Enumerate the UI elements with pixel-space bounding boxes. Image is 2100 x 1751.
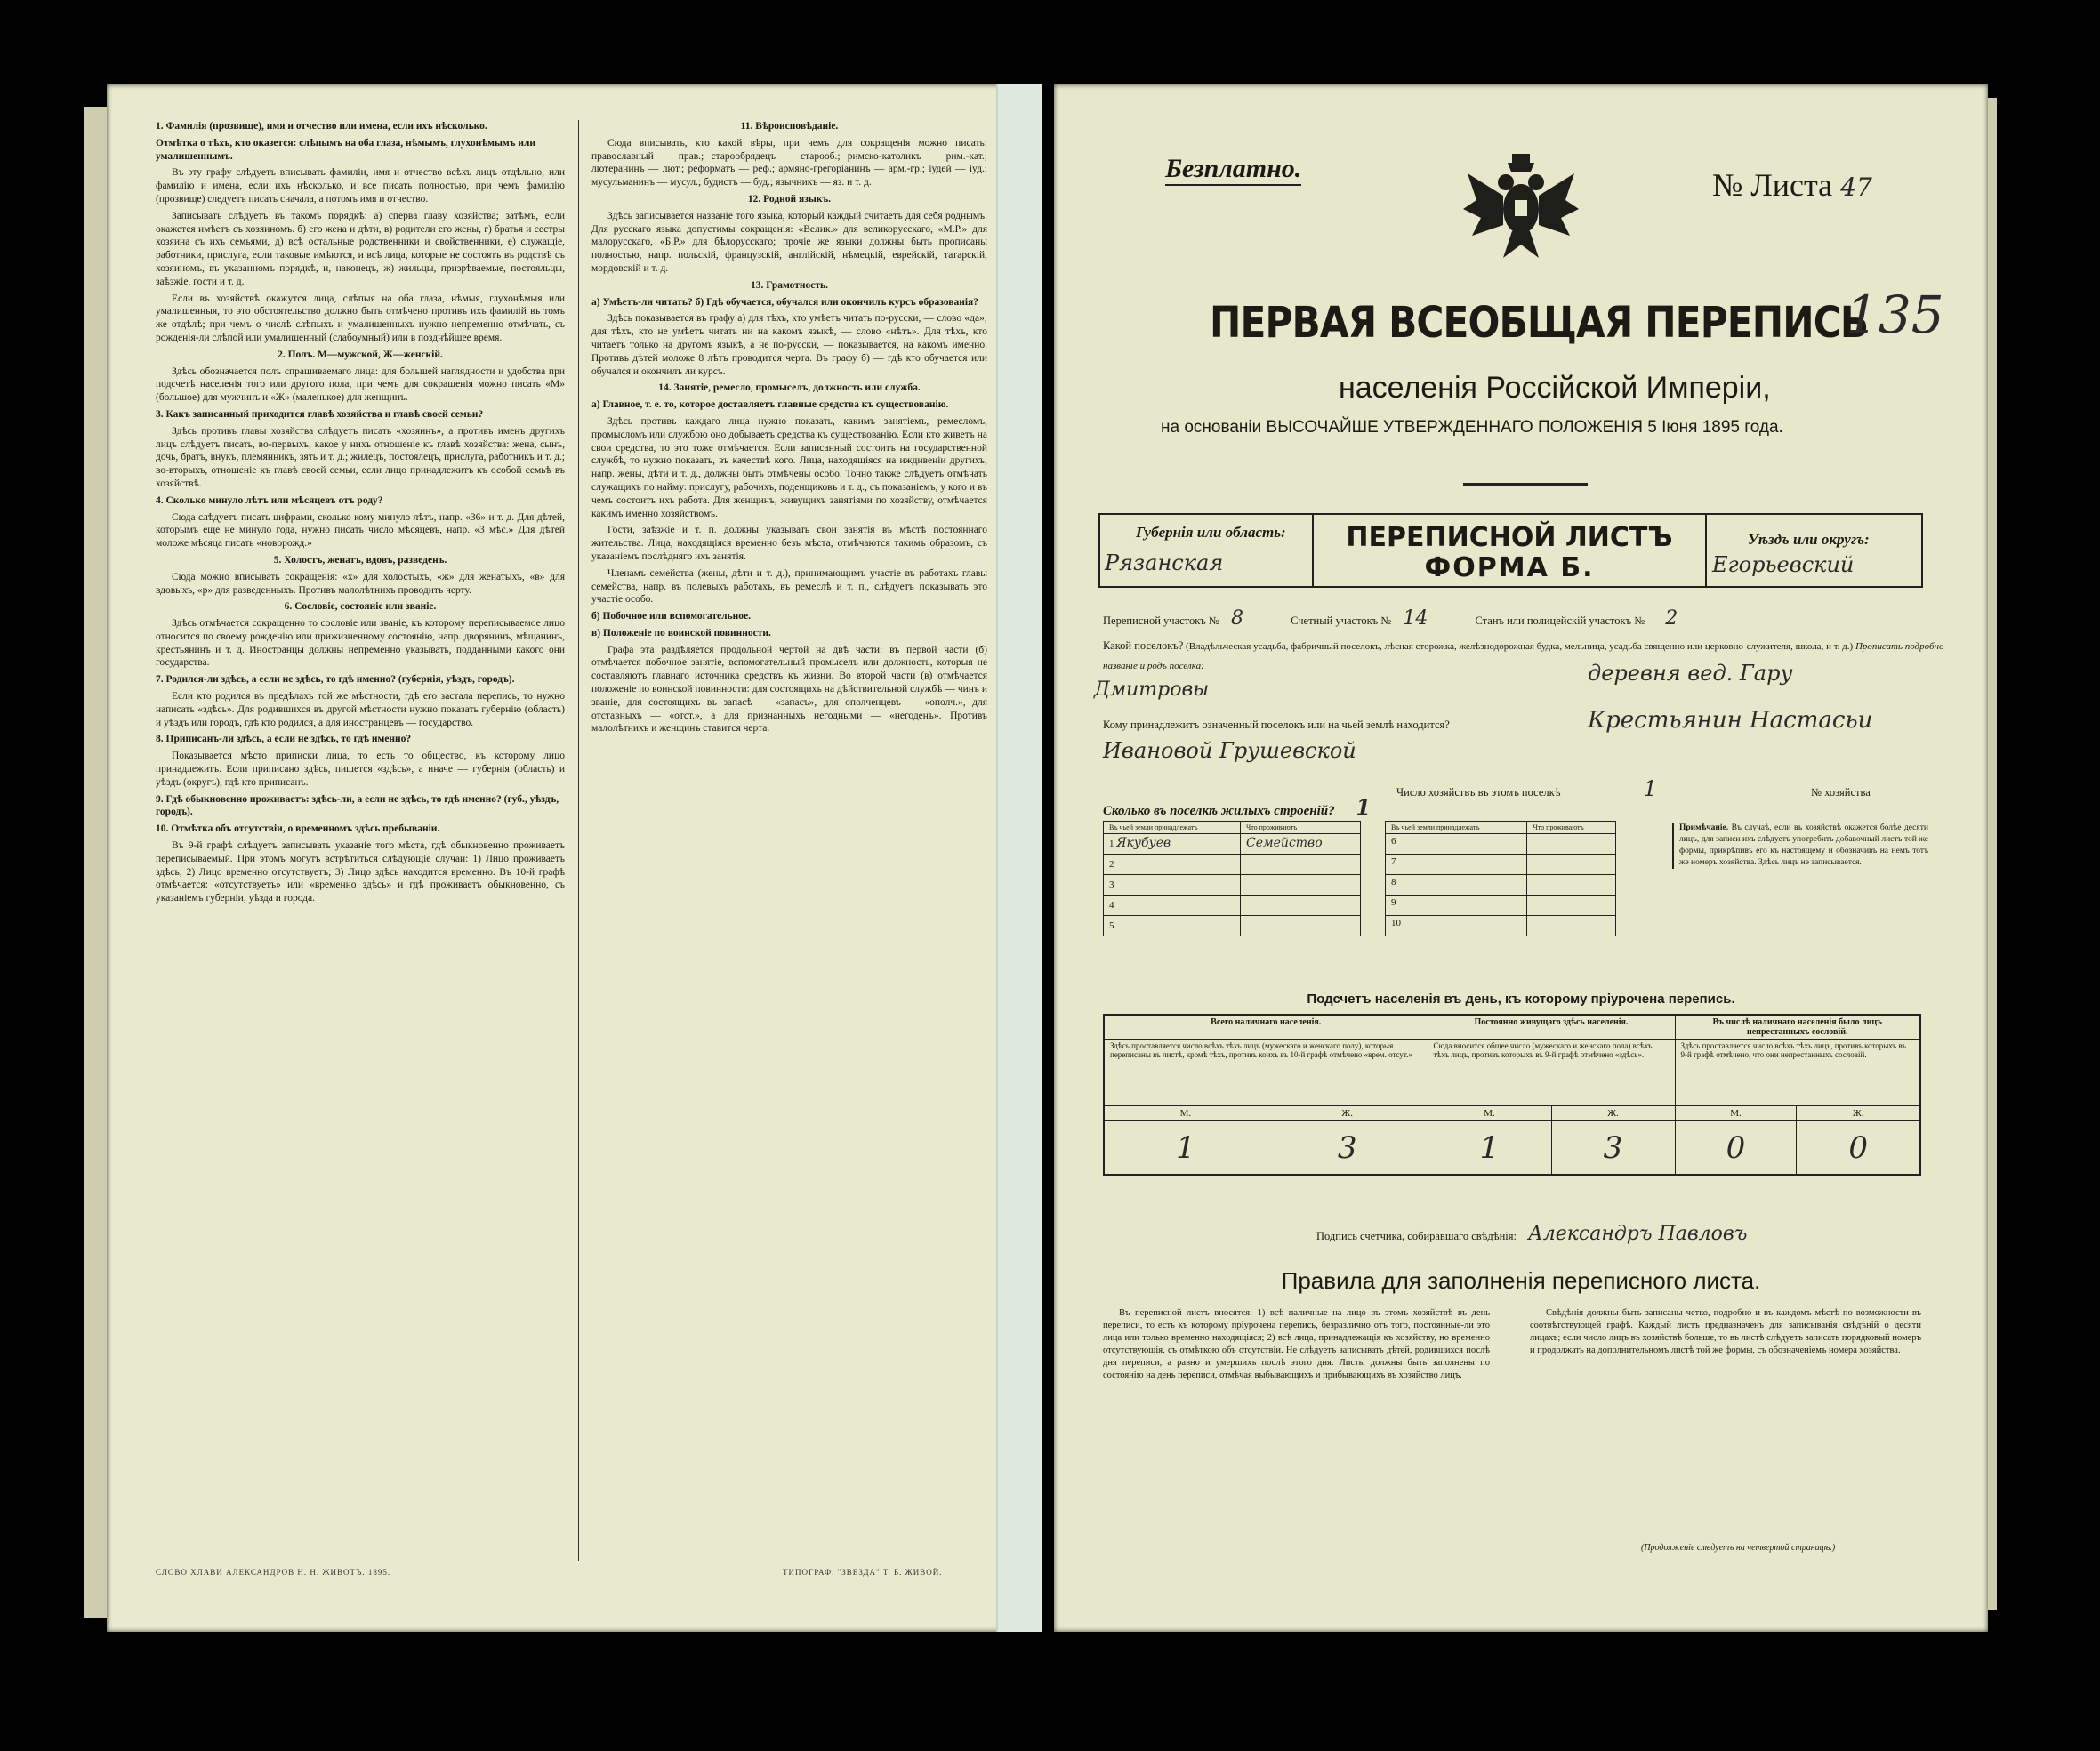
instruction-paragraph: 5. Холостъ, женатъ, вдовъ, разведенъ.	[273, 554, 447, 566]
residents-table-left: Въ чьей земли принадлежатъ Что проживаютъ 1 Якубуев Семейство 2 3 4 5	[1103, 821, 1361, 936]
count-value: 1	[1104, 1121, 1267, 1176]
instruction-paragraph: 10. Отмѣтка объ отсутствіи, о временномъ здѣсь пребываніи.	[156, 823, 440, 835]
instruction-paragraph: Членамъ семейства (жены, дѣти и т. д.), принимающимъ участіе въ работахъ главы семейства, напр. въ полевыхъ работахъ, въ ремеслѣ и т. п., слѣдуетъ показывать это участіе особо.	[591, 567, 987, 606]
instruction-paragraph: Графа эта раздѣляется продольной чертой на двѣ части: въ первой части (б) отмѣчается побочное занятіе, вспомогательный промыселъ или должность, которыя не составляютъ главнаго источника средствъ къ жизни. Во второй части (в) отмѣчается положеніе по воинской повинности: для состоящихъ на дѣйствительной службѣ — чинъ и званіе, для состоящихъ въ запасѣ — «запасъ», для ополченцевъ — «ополч.», для отставныхъ — «отст.», а для признанныхъ негодными — «негоденъ». Противъ малолѣтнихъ и женщинъ ставится черта.	[591, 644, 987, 735]
table-row	[1386, 855, 1616, 875]
table-row	[1104, 875, 1361, 896]
buildings-value: 1	[1356, 794, 1372, 820]
instruction-paragraph: Здѣсь обозначается полъ спрашиваемаго лица: для большей наглядности и удобства при подсчетѣ населенія того или другого пола, при чемъ для сокращенія можно писать «М» (большое) для мужчинъ и «Ж» (маленькое) для женщинъ.	[156, 365, 565, 404]
county-value: Егорьевский	[1712, 552, 1855, 577]
instructions-column-2	[591, 120, 987, 1578]
signature-value: Александръ Павловъ	[1528, 1223, 1748, 1245]
count-description: Сюда вносится общее число (мужескаго и женскаго пола) всѣхъ тѣхъ лицъ, противъ которыхъ въ 9-й графѣ отмѣчено «здѣсь».	[1428, 1040, 1675, 1106]
population-count-table	[1103, 1014, 1921, 1176]
count-value: 3	[1267, 1121, 1428, 1176]
count-title: Подсчетъ населенія въ день, къ которому пріурочена перепись.	[1307, 992, 1735, 1007]
row-number: 6	[1386, 834, 1527, 855]
left-page	[107, 84, 1018, 1632]
free-label: Безплатно.	[1165, 154, 1301, 186]
instruction-paragraph: 3. Какъ записанный приходится главѣ хозяйства и главѣ своей семьи?	[156, 408, 484, 420]
count-header: Постоянно живущаго здѣсь населенія.	[1428, 1015, 1675, 1040]
note-box: Примѣчаніе. Въ случаѣ, если въ хозяйствѣ окажется болѣе десяти лицъ, для записи ихъ слѣдуетъ употребить добавочный листъ той же формы, прикрѣпивъ его къ настоящему и обозначивъ на немъ тотъ же номеръ хозяйства. Здѣсь лицъ не записывается.	[1672, 823, 1928, 869]
count-sex-header: Ж.	[1797, 1106, 1920, 1121]
instructions-column-1	[156, 120, 565, 1578]
instruction-paragraph: Здѣсь показывается въ графу а) для тѣхъ, кто умѣетъ читать по-русски, — слово «да»; для тѣхъ, кто не умѣетъ читать ни на какомъ языкѣ, — слово «нѣтъ». Для тѣхъ, кто читаетъ только на другомъ языкѣ, а не по-русски, — показывается, на какомъ именно. Противъ дѣтей моложе 8 лѣтъ проводится черта. Въ графу б) — гдѣ кто обучается или обучался и окончилъ ли курсъ.	[591, 313, 987, 377]
instruction-paragraph: 6. Сословіе, состояніе или званіе.	[284, 601, 437, 613]
count-description: Здѣсь проставляется число всѣхъ тѣхъ лицъ, противъ которыхъ въ 9-й графѣ отмѣчено, что они непрестанныхъ сословій.	[1675, 1040, 1920, 1106]
row-name: 3	[1104, 875, 1241, 896]
county-box	[1703, 513, 1923, 588]
census-subtitle: населенія Россійской Имперіи,	[1339, 371, 1771, 405]
instruction-paragraph: Если кто родился въ предѣлахъ той же мѣстности, гдѣ его застала перепись, то нужно написать «здѣсь». Для родившихся въ другой мѣстности нужно показать губернію (область) и уѣздъ или городъ, гдѣ кто родился, а для иностранцевъ — государство.	[156, 691, 565, 728]
owner-value-1: Крестьянин Настасьи	[1588, 707, 1873, 734]
row-number: 8	[1386, 875, 1527, 896]
row-kind	[1241, 916, 1361, 936]
printer-imprint-left: СЛОВО ХЛАВИ АЛЕКСАНДРОВ Н. Н. ЖИВОТЪ. 1895.	[156, 1568, 391, 1577]
instruction-paragraph: 4. Сколько минуло лѣтъ или мѣсяцевъ отъ роду?	[156, 494, 383, 506]
instruction-paragraph: 11. Вѣроисповѣданіе.	[740, 121, 839, 132]
count-description: Здѣсь проставляется число всѣхъ тѣхъ лицъ (мужескаго и женскаго полу), которыя переписаны въ листѣ, кромѣ тѣхъ, противъ коихъ въ 10-й графѣ отмѣчено «врем. отсут.»	[1104, 1040, 1428, 1106]
instruction-paragraph: Отмѣтка о тѣхъ, кто оказется: слѣпымъ на оба глаза, нѣмымъ, глухонѣмымъ или умалишеннымъ.	[156, 137, 536, 162]
province-value: Рязанская	[1105, 550, 1224, 575]
table-row	[1104, 855, 1361, 875]
county-label: Уѣздъ или округъ:	[1748, 531, 1870, 548]
table-row	[1104, 896, 1361, 916]
instruction-paragraph: б) Побочное или вспомогательное.	[591, 611, 751, 622]
instruction-paragraph: в) Положеніе по воинской повинности.	[591, 627, 771, 639]
row-kind	[1241, 855, 1361, 875]
police-area-value: 2	[1665, 607, 1678, 630]
census-area-value: 8	[1230, 607, 1243, 630]
table-row	[1104, 916, 1361, 936]
form-letter: ФОРМА Б.	[1424, 552, 1595, 583]
table-row	[1386, 896, 1616, 916]
households-label: Число хозяйствъ въ этомъ поселкѣ 1 № хозяйства	[1396, 776, 1871, 801]
table-row	[1104, 834, 1361, 855]
counting-area-value: 14	[1403, 607, 1428, 630]
count-sex-header: М.	[1428, 1106, 1551, 1121]
households-value: 1	[1643, 776, 1657, 801]
row-number: 9	[1386, 896, 1527, 916]
instruction-paragraph: 8. Приписанъ-ли здѣсь, а если не здѣсь, то гдѣ именно?	[156, 734, 412, 745]
census-basis: на основаніи ВЫСОЧАЙШЕ УТВЕРЖДЕННАГО ПОЛОЖЕНІЯ 5 Іюня 1895 года.	[1161, 418, 1783, 437]
instruction-paragraph: Сюда слѣдуетъ писать цифрами, сколько кому минуло лѣтъ, напр. «36» и т. д. Для дѣтей, которымъ еще не минуло года, нужно писать число мѣсяцевъ, напр. «3 мѣс.» Для дѣтей моложе мѣсяца писать «новорожд.»	[156, 511, 565, 550]
instruction-paragraph: 1. Фамилія (прозвище), имя и отчество или имена, если ихъ нѣсколько.	[156, 121, 487, 132]
instruction-paragraph: Здѣсь записывается названіе того языка, который каждый считаетъ для себя роднымъ. Для русскаго языка допустимы сокращенія: «Велик.» для великорусскаго, «М.Р.» для малорусскаго, «Б.Р.» для бѣлорусскаго; прочіе же языки должны быть прописаны полностью, напр. польскій, французскій, англійскій, нѣмецкій, еврейскій, татарскій, мордовскій и т. д.	[591, 210, 987, 274]
rules-column-1: Въ переписной листъ вносятся: 1) всѣ наличные на лицо въ этомъ хозяйствѣ въ день переписи, то есть къ которому пріурочена перепись, безразлично отъ того, постоянные-ли это лица или только временно находящіяся; 2) всѣ лица, принадлежащія къ хозяйству, но временно отсутствующія, съ отмѣткою объ отсутствіи. Не слѣдуетъ записывать дѣтей, родившихся послѣ дня переписи, а равно и умершихъ послѣ этого дня. Листы должны быть заполнены по состоянію на день переписи, отмѣчая выбывающихъ и прибывающихъ въ хозяйство лицъ.	[1103, 1308, 1490, 1380]
table-row	[1386, 834, 1616, 855]
instruction-paragraph: Если въ хозяйствѣ окажутся лица, слѣпыя на оба глаза, нѣмыя, глухонѣмыя или умалишенныя, то это обстоятельство должно быть отмѣчено противъ ихъ фамилій въ томъ же отдѣлѣ; при чемъ о числѣ слѣпыхъ и умалишенныхъ нужно непременно отмѣчать, съ рожденія-ли слѣпой или умалишенный (слабоумный) или в позднѣйшее время.	[156, 293, 565, 343]
instruction-paragraph: Гости, заѣзжіе и т. п. должны указывать свои занятія въ мѣстѣ постояннаго жительства. Лица, находящіяся временно безъ мѣста, отмѣчаются такимъ образомъ, съ указаніемъ послѣдняго ихъ занятія.	[591, 525, 987, 562]
sheet-number-label: № Листа 47	[1712, 167, 1872, 203]
sheet-number-value: 47	[1840, 173, 1872, 202]
table-row	[1386, 875, 1616, 896]
table-row	[1386, 916, 1616, 936]
row-name: 2	[1104, 855, 1241, 875]
title-rule	[1463, 483, 1588, 486]
count-value: 0	[1797, 1121, 1920, 1176]
signature-line: Подпись счетчика, собиравшаго свѣдѣнія: Александръ Павловъ	[1316, 1223, 1748, 1245]
settlement-value-1: деревня вед. Гару	[1588, 661, 1793, 686]
instruction-paragraph: Въ 9-й графѣ слѣдуетъ записывать указаніе того мѣста, гдѣ обыкновенно проживаетъ переписываемый. При этомъ могутъ встрѣтиться слѣдующіе случаи: 1) Лицо проживаетъ здѣсь; 2) Лицо временно отсутствуетъ; 3) Лицо здѣсь находится временно. Въ 10-й графѣ отмѣчается: «отсутствуетъ» или «временно здѣсь» и гдѣ проживаетъ обыкновенно, съ указаніемъ губерніи, уѣзда и города.	[156, 840, 565, 904]
instruction-paragraph: Показывается мѣсто приписки лица, то есть то обществo, къ которому лицо принадлежитъ. Если приписано здѣсь, пишется «здѣсь», а иначе — губернія (область) и уѣздъ (округъ), гдѣ кто приписанъ.	[156, 751, 565, 788]
instruction-paragraph: Въ эту графу слѣдуетъ вписывать фамиліи, имя и отчество всѣхъ лицъ отдѣльно, или фамилію и имена, если ихъ нѣсколько, и все писать полностью, при чемъ фамилію (прозвище) следуетъ писать сначала, а потомъ имя и отчество.	[156, 167, 565, 205]
form-title-box	[1312, 513, 1707, 588]
instruction-paragraph: Записывать слѣдуетъ въ такомъ порядкѣ: а) сперва главу хозяйства; затѣмъ, если окажется имѣетъ съ хозяиномъ. б) его жена и дѣти, в) родители его жены, г) братья и сестры хозяина съ ихъ семьями, д) всѣ остальные родственники и свойственники, е) служащіе, работники, прислуга, если таковые имѣются, и всѣ лица, которые не состоятъ въ родствѣ съ хозяиномъ, въ указанномъ порядкѣ, и, наконецъ, ж) жильцы, призрѣваемые, постояльцы, заѣзжіе, гости и т. д.	[156, 210, 565, 287]
instruction-paragraph: Здѣсь противъ каждаго лица нужно показать, какимъ занятіемъ, ремесломъ, промысломъ или службою оно добываетъ средства къ существованію. Если кто живетъ на свои средства, то это тоже отмѣчается. Если записанный состоитъ на государственной службѣ, то нужно показать, въ качествѣ кого. Лица, находящіяся на иждивеніи другихъ, напр. жены, дѣти и т. д., должны быть отмѣчены особо. Точно также слѣдуетъ отмѣчать служащихъ по найму: прислугу, рабочихъ, поденщиковъ и т. д., съ показаніемъ, у кого и въ чемъ состоитъ ихъ работа. Для женщинъ, живущихъ занятіями по хозяйству, отмѣчается какимъ именно хозяйствомъ.	[591, 415, 987, 519]
imperial-eagle-emblem	[1463, 147, 1579, 267]
binding-strip	[996, 84, 1042, 1632]
handwritten-archive-number: 135	[1846, 285, 1944, 345]
count-value: 1	[1428, 1121, 1551, 1176]
instruction-paragraph: а) Главное, т. е. то, которое доставляетъ главные средства къ существованію.	[591, 399, 949, 411]
row-name: 5	[1104, 916, 1241, 936]
row-number: 10	[1386, 916, 1527, 936]
instruction-paragraph: Сюда можно вписывать сокращенія: «х» для холостыхъ, «ж» для женатыхъ, «в» для вдовыхъ, «р» для разведенныхъ. Противъ малолѣтнихъ проводить черту.	[156, 571, 565, 596]
instruction-paragraph: 7. Родился-ли здѣсь, а если не здѣсь, то гдѣ именно? (губернія, уѣздъ, городъ).	[156, 674, 515, 686]
owner-value-2: Ивановой Грушевской	[1103, 738, 1356, 763]
count-value: 3	[1551, 1121, 1675, 1176]
instruction-paragraph: а) Умѣетъ-ли читать? б) Гдѣ обучается, обучался или окончилъ курсъ образованія?	[591, 296, 978, 308]
count-header: Въ числѣ наличнаго населенія было лицъ непрестанныхъ сословій.	[1675, 1015, 1920, 1040]
count-sex-header: Ж.	[1267, 1106, 1428, 1121]
row-number: 7	[1386, 855, 1527, 875]
rules-continuation: (Продолженіе слѣдуетъ на четвертой страницѣ.)	[1641, 1543, 1836, 1553]
instruction-paragraph: Здѣсь противъ главы хозяйства слѣдуетъ писать «хозяинъ», а противъ именъ другихъ лицъ слѣдуетъ писать, во-первыхъ, какое у нихъ отношеніе къ главѣ хозяйства: жена, сынъ, дочь, братъ, внукъ, племянникъ, зять и т. д.; жилецъ, постоялецъ, прислуга, работникъ и т. д.; во-вторыхъ, отношеніе къ главѣ своей семьи, если лицо принадлежитъ къ особой семьѣ въ хозяйствѣ.	[156, 425, 565, 489]
printer-imprint-right: ТИПОГРАФ. "ЗВЕЗДА" Т. Б. ЖИВОЙ.	[783, 1568, 943, 1577]
census-title: ПЕРВАЯ ВСЕОБЩАЯ ПЕРЕПИСЬ	[1210, 298, 1869, 348]
rules-title: Правила для заполненія переписного листа.	[1281, 1267, 1761, 1294]
instruction-paragraph: 2. Полъ. М—мужской, Ж—женскій.	[278, 349, 443, 360]
province-label: Губернія или область:	[1136, 524, 1286, 541]
rules-column-2: Свѣдѣнія должны быть записаны четко, подробно и въ каждомъ мѣстѣ по возможности въ соотвѣтствующей графѣ. Каждый листъ предназначенъ для записыванія свѣдѣній о десяти лицахъ; если число лицъ въ хозяйствѣ больше, то въ листѣ слѣдуетъ записать порядковый номеръ и продолжать на дополнительномъ листѣ той же формы, съ обозначеніемъ номера хозяйства.	[1530, 1308, 1921, 1355]
instruction-paragraph: 14. Занятіе, ремесло, промыселъ, должность или служба.	[658, 382, 921, 394]
form-title: ПЕРЕПИСНОЙ ЛИСТЪ	[1346, 522, 1673, 553]
count-value: 0	[1675, 1121, 1797, 1176]
count-sex-header: Ж.	[1551, 1106, 1675, 1121]
district-line: Переписной участокъ № 8 Счетный участокъ № 14 Станъ или полицейскій участокъ № 2	[1103, 607, 1678, 630]
row-name: 4	[1104, 896, 1241, 916]
count-sex-header: М.	[1104, 1106, 1267, 1121]
residents-table-right: Въ чьей земли принадлежатъ Что проживаютъ 6 7 8 9 10	[1385, 821, 1616, 936]
row-kind	[1241, 875, 1361, 896]
instruction-paragraph: 9. Гдѣ обыкновенно проживаетъ: здѣсь-ли, а если не здѣсь, то гдѣ именно? (губ., уѣздъ, городъ).	[156, 793, 559, 818]
right-page	[1054, 84, 1988, 1632]
settlement-value-2: Дмитровы	[1094, 679, 1210, 701]
instruction-paragraph: Здѣсь отмѣчается сокращенно то сословіе или званіе, къ которому переписываемое лицо относится по своему рожденію или прижизненному состоянію, напр. дворянинъ, мѣщанинъ, крестьянинъ и т. д. Иностранцы должны непременно указывать, подданными какого они государства.	[156, 618, 565, 669]
count-header: Всего наличнаго населенія.	[1104, 1015, 1428, 1040]
column-divider	[578, 120, 579, 1561]
instruction-paragraph: Сюда вписывать, кто какой вѣры, при чемъ для сокращенія можно писать: православный — прав.; старообрядецъ — старооб.; римско-католикъ — рим.-кат.; лютеранинъ — лют.; реформатъ — реф.; армяно-грегоріанинъ — арм.-гр.; іудей — іуд.; мусульманинъ — мусул.; будистъ — буд.; язычникъ — яз. и т. д.	[591, 137, 987, 189]
owner-label: Кому принадлежитъ означенный поселокъ или на чьей землѣ находится?	[1103, 719, 1450, 731]
buildings-line: Сколько въ поселкѣ жилыхъ строеній? 1	[1103, 794, 1372, 820]
count-sex-header: М.	[1675, 1106, 1797, 1121]
row-kind: Семейство	[1241, 834, 1361, 855]
instruction-paragraph: 12. Родной языкъ.	[747, 193, 832, 205]
instruction-paragraph: 13. Грамотность.	[750, 279, 828, 291]
province-box	[1098, 513, 1314, 588]
row-name: 1 Якубуев	[1104, 834, 1241, 855]
settlement-section: Какой поселокъ? (Владѣльческая усадьба, фабричный поселокъ, лѣсная сторожка, желѣзнодорожная будка, мельница, усадьба священно или церковно-служителя, школа, и т. д.) Прописать подробно названіе и родъ поселка:	[1103, 639, 1944, 671]
row-kind	[1241, 896, 1361, 916]
